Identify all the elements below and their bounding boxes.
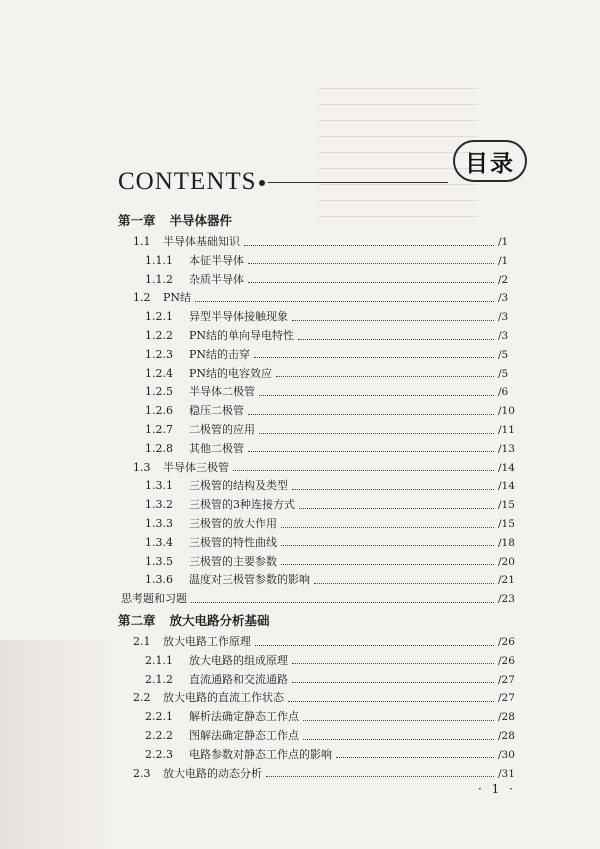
entry-page-number: /3 — [498, 330, 509, 342]
entry-label: PN结的电容效应 — [189, 366, 273, 380]
entry-label: 半导体三极管 — [163, 460, 229, 474]
entry-number: 1.3.3 — [145, 517, 173, 530]
entry-page-number: /3 — [498, 292, 509, 305]
entry-label: 放大电路的组成原理 — [189, 653, 288, 667]
chapter-number: 第二章 — [118, 613, 156, 628]
dot-leader — [248, 263, 494, 264]
toc-entry[interactable] — [121, 590, 522, 608]
toc-entry[interactable] — [145, 308, 522, 326]
toc-entry[interactable] — [145, 271, 522, 289]
header-rule — [268, 182, 448, 183]
entry-number: 2.2 — [133, 691, 151, 705]
entry-page-number: /5 — [498, 367, 509, 380]
entry-number: 2.1 — [133, 635, 151, 648]
entry-label: 放大电路的直流工作状态 — [163, 691, 284, 705]
entry-page-number: /1 — [498, 236, 509, 248]
dot-leader — [191, 602, 494, 603]
toc-entry[interactable] — [145, 746, 522, 764]
entry-number: 1.2.2 — [145, 329, 173, 342]
dot-leader — [292, 489, 494, 490]
entry-page-number: /2 — [498, 273, 509, 286]
toc-entry[interactable] — [145, 671, 522, 689]
chapter-heading[interactable] — [118, 611, 270, 629]
contents-title: CONTENTS — [118, 168, 257, 195]
entry-label: 半导体基础知识 — [163, 235, 240, 248]
dot-leader — [298, 339, 494, 340]
entry-number: 1.3.2 — [145, 498, 173, 512]
entry-number: 1.2.4 — [145, 366, 173, 380]
entry-label: 三极管的主要参数 — [189, 554, 277, 568]
dot-leader — [248, 414, 494, 415]
dot-leader — [292, 320, 494, 321]
entry-label: 杂质半导体 — [189, 272, 244, 286]
entry-number: 2.1.2 — [145, 672, 173, 686]
entry-number: 2.2.2 — [145, 729, 173, 742]
entry-label: 稳压二极管 — [189, 404, 244, 418]
entry-label: 三极管的结构及类型 — [189, 479, 288, 493]
entry-number: 1.3 — [133, 460, 151, 474]
dot-leader — [266, 776, 494, 777]
entry-number: 1.1.2 — [145, 272, 173, 286]
entry-label: 温度对三极管参数的影响 — [189, 573, 310, 587]
toc-entry[interactable] — [145, 421, 522, 439]
entry-number: 1.2.5 — [145, 385, 173, 399]
entry-number: 1.3.6 — [145, 573, 173, 587]
toc-entry[interactable] — [145, 652, 522, 670]
toc-entry[interactable] — [145, 440, 522, 458]
entry-page-number: /15 — [498, 518, 515, 530]
entry-page-number: /27 — [498, 692, 515, 705]
dot-leader — [281, 564, 494, 565]
scan-shadow — [0, 640, 120, 849]
dot-leader — [299, 508, 494, 509]
entry-page-number: /26 — [498, 654, 515, 667]
toc-entry[interactable] — [145, 346, 522, 364]
page-number: · 1 · — [478, 782, 516, 796]
entry-number: 1.2.6 — [145, 404, 173, 418]
entry-page-number: /1 — [498, 254, 509, 267]
entry-number: 1.3.5 — [145, 554, 173, 568]
toc-entry[interactable] — [145, 327, 522, 345]
dot-leader — [314, 583, 494, 584]
entry-label: 思考题和习题 — [121, 592, 187, 606]
entry-page-number: /21 — [498, 574, 515, 587]
entry-label: 本征半导体 — [189, 253, 244, 267]
toc-entry[interactable] — [145, 708, 522, 726]
entry-label: PN结的击穿 — [189, 347, 251, 361]
entry-number: 2.3 — [133, 766, 151, 780]
entry-page-number: /26 — [498, 636, 515, 648]
mulu-badge: 目录 — [453, 140, 527, 182]
toc-entry[interactable] — [133, 459, 522, 477]
entry-page-number: /27 — [498, 673, 515, 686]
entry-label: 图解法确定静态工作点 — [189, 729, 299, 742]
toc-entry[interactable] — [145, 534, 522, 552]
entry-page-number: /10 — [498, 405, 515, 418]
entry-label: 放大电路的动态分析 — [163, 766, 262, 780]
entry-label: 解析法确定静态工作点 — [189, 710, 299, 724]
entry-label: PN结的单向导电特性 — [189, 329, 295, 342]
dot-leader — [195, 301, 494, 302]
toc-entry[interactable] — [145, 496, 522, 514]
entry-label: 其他二极管 — [189, 441, 244, 455]
entry-number: 1.2.3 — [145, 347, 173, 361]
entry-page-number: /31 — [498, 767, 515, 780]
dot-leader — [248, 282, 494, 283]
entry-page-number: /18 — [498, 536, 515, 549]
entry-page-number: /15 — [498, 499, 515, 512]
toc-entry[interactable] — [145, 252, 522, 270]
entry-label: 异型半导体接触现象 — [189, 310, 288, 324]
entry-page-number: /6 — [498, 386, 509, 399]
toc-entry[interactable] — [145, 383, 522, 401]
entry-number: 1.1.1 — [145, 253, 173, 267]
toc-entry[interactable] — [133, 765, 522, 783]
toc-entry[interactable] — [145, 402, 522, 420]
dot-leader — [248, 451, 494, 452]
dot-leader — [259, 433, 494, 434]
chapter-title: 放大电路分析基础 — [169, 613, 270, 628]
entry-label: 三极管的3种连接方式 — [189, 498, 295, 512]
toc-entry[interactable] — [145, 515, 522, 533]
dot-leader — [276, 376, 494, 377]
toc-entry[interactable] — [145, 365, 522, 383]
dot-leader — [255, 645, 494, 646]
dot-leader — [292, 682, 494, 683]
entry-label: 电路参数对静态工作点的影响 — [189, 747, 332, 761]
entry-label: 二极管的应用 — [189, 423, 255, 436]
entry-page-number: /5 — [498, 348, 509, 361]
entry-page-number: /14 — [498, 461, 515, 474]
entry-page-number: /14 — [498, 480, 515, 493]
chapter-number: 第一章 — [118, 213, 156, 228]
entry-page-number: /20 — [498, 555, 515, 568]
dot-leader — [244, 245, 494, 246]
entry-number: 2.2.1 — [145, 710, 173, 724]
dot-leader — [259, 395, 494, 396]
dot-leader — [336, 757, 494, 758]
entry-page-number: /11 — [498, 424, 515, 436]
dot-leader — [303, 739, 494, 740]
entry-label: PN结 — [163, 291, 192, 305]
toc-entry[interactable] — [145, 553, 522, 571]
toc-entry[interactable] — [145, 571, 522, 589]
dot-leader — [254, 357, 494, 358]
chapter-heading[interactable] — [118, 211, 232, 229]
dot-leader — [303, 720, 494, 721]
entry-page-number: /28 — [498, 711, 515, 724]
entry-number: 1.3.4 — [145, 535, 173, 549]
dot-leader — [281, 527, 494, 528]
entry-number: 1.2.7 — [145, 423, 173, 436]
entry-page-number: /3 — [498, 311, 509, 324]
entry-label: 三极管的放大作用 — [189, 517, 277, 530]
entry-number: 1.3.1 — [145, 479, 173, 493]
toc-entry[interactable] — [145, 727, 522, 745]
entry-label: 直流通路和交流通路 — [189, 672, 288, 686]
toc-entry[interactable] — [145, 477, 522, 495]
entry-number: 1.1 — [133, 235, 151, 248]
dot-leader — [233, 470, 494, 471]
entry-page-number: /23 — [498, 593, 515, 606]
dot-leader — [288, 701, 494, 702]
toc-entry[interactable] — [133, 633, 522, 651]
entry-number: 2.1.1 — [145, 653, 173, 667]
entry-page-number: /28 — [498, 730, 515, 742]
entry-label: 三极管的特性曲线 — [189, 535, 277, 549]
chapter-title: 半导体器件 — [169, 213, 233, 228]
toc-entry[interactable] — [133, 289, 522, 307]
entry-label: 半导体二极管 — [189, 385, 255, 399]
header-bullet-icon — [259, 180, 265, 186]
entry-number: 1.2 — [133, 291, 151, 305]
entry-page-number: /30 — [498, 748, 515, 761]
entry-number: 1.2.8 — [145, 441, 173, 455]
toc-entry[interactable] — [133, 233, 522, 251]
dot-leader — [292, 663, 494, 664]
toc-entry[interactable] — [133, 689, 522, 707]
entry-page-number: /13 — [498, 442, 515, 455]
entry-number: 2.2.3 — [145, 747, 173, 761]
entry-number: 1.2.1 — [145, 310, 173, 324]
entry-label: 放大电路工作原理 — [163, 635, 251, 648]
dot-leader — [281, 545, 494, 546]
